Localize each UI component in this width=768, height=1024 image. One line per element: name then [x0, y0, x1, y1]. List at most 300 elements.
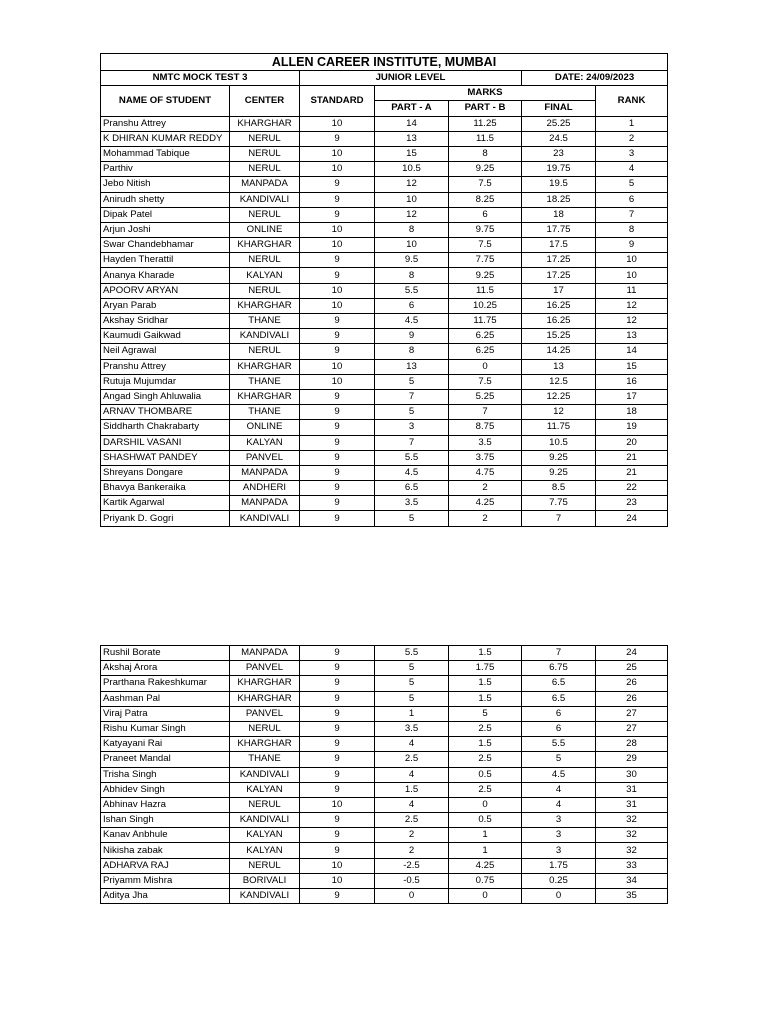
part-b-cell: 7.5	[449, 374, 522, 389]
standard-cell: 9	[300, 450, 375, 465]
final-cell: 25.25	[522, 116, 596, 131]
rank-cell: 35	[596, 889, 668, 904]
part-b-cell: 1.5	[449, 691, 522, 706]
rank-cell: 28	[596, 737, 668, 752]
part-a-cell: 4.5	[375, 314, 449, 329]
part-b-cell: 0.75	[449, 873, 522, 888]
final-cell: 5.5	[522, 737, 596, 752]
standard-cell: 10	[300, 146, 375, 161]
part-b-cell: 1.75	[449, 661, 522, 676]
table-row	[101, 782, 668, 797]
standard-cell: 9	[300, 329, 375, 344]
table-row	[101, 359, 668, 374]
final-cell: 17.25	[522, 268, 596, 283]
part-a-cell: 15	[375, 146, 449, 161]
center-cell: NERUL	[230, 283, 300, 298]
part-a-cell: 12	[375, 207, 449, 222]
standard-cell: 9	[300, 496, 375, 511]
part-b-cell: 2.5	[449, 752, 522, 767]
part-a-cell: 0	[375, 889, 449, 904]
final-cell: 6.75	[522, 661, 596, 676]
center-cell: KANDIVALI	[230, 511, 300, 526]
student-name-cell: Hayden Therattil	[101, 253, 230, 268]
table-row	[101, 676, 668, 691]
standard-cell: 9	[300, 389, 375, 404]
center-cell: PANVEL	[230, 450, 300, 465]
final-cell: 3	[522, 828, 596, 843]
part-a-cell: -0.5	[375, 873, 449, 888]
student-name-cell: DARSHIL VASANI	[101, 435, 230, 450]
part-b-cell: 1	[449, 828, 522, 843]
student-name-cell: Abhinav Hazra	[101, 797, 230, 812]
student-name-cell: Aashman Pal	[101, 691, 230, 706]
standard-cell: 9	[300, 782, 375, 797]
center-cell: NERUL	[230, 131, 300, 146]
col-header-center: CENTER	[230, 86, 300, 116]
table-row	[101, 116, 668, 131]
table-row	[101, 843, 668, 858]
part-a-cell: 10.5	[375, 162, 449, 177]
final-cell: 19.5	[522, 177, 596, 192]
center-cell: NERUL	[230, 162, 300, 177]
rank-cell: 10	[596, 253, 668, 268]
table-row	[101, 131, 668, 146]
table-row	[101, 828, 668, 843]
rank-cell: 31	[596, 797, 668, 812]
final-cell: 19.75	[522, 162, 596, 177]
table-row	[101, 253, 668, 268]
table-row	[101, 314, 668, 329]
student-name-cell: Dipak Patel	[101, 207, 230, 222]
center-cell: KANDIVALI	[230, 813, 300, 828]
student-name-cell: ARNAV THOMBARE	[101, 405, 230, 420]
standard-cell: 9	[300, 721, 375, 736]
table-row	[101, 737, 668, 752]
rank-cell: 25	[596, 661, 668, 676]
final-cell: 13	[522, 359, 596, 374]
part-b-cell: 2.5	[449, 721, 522, 736]
part-a-cell: 5.5	[375, 283, 449, 298]
part-b-cell: 1.5	[449, 737, 522, 752]
part-a-cell: 5	[375, 691, 449, 706]
table-row	[101, 268, 668, 283]
part-a-cell: 5	[375, 374, 449, 389]
part-b-cell: 9.75	[449, 222, 522, 237]
standard-cell: 10	[300, 873, 375, 888]
rank-cell: 32	[596, 828, 668, 843]
final-cell: 7	[522, 646, 596, 661]
final-cell: 24.5	[522, 131, 596, 146]
center-cell: MANPADA	[230, 177, 300, 192]
rank-cell: 10	[596, 268, 668, 283]
part-b-cell: 9.25	[449, 268, 522, 283]
rank-cell: 15	[596, 359, 668, 374]
center-cell: KANDIVALI	[230, 329, 300, 344]
part-a-cell: 8	[375, 344, 449, 359]
student-name-cell: Rutuja Mujumdar	[101, 374, 230, 389]
final-cell: 12.25	[522, 389, 596, 404]
part-b-cell: 6	[449, 207, 522, 222]
results-table-1	[100, 53, 668, 527]
standard-cell: 9	[300, 691, 375, 706]
part-b-cell: 8	[449, 146, 522, 161]
part-b-cell: 0	[449, 359, 522, 374]
part-b-cell: 11.5	[449, 283, 522, 298]
rank-cell: 23	[596, 496, 668, 511]
center-cell: PANVEL	[230, 661, 300, 676]
center-cell: KALYAN	[230, 828, 300, 843]
table-row	[101, 706, 668, 721]
table-row	[101, 207, 668, 222]
part-a-cell: 5.5	[375, 646, 449, 661]
rank-cell: 17	[596, 389, 668, 404]
table-row	[101, 889, 668, 904]
center-cell: KANDIVALI	[230, 889, 300, 904]
table-row	[101, 481, 668, 496]
col-header-standard: STANDARD	[300, 86, 375, 116]
final-cell: 3	[522, 813, 596, 828]
part-a-cell: 14	[375, 116, 449, 131]
final-cell: 16.25	[522, 298, 596, 313]
standard-cell: 10	[300, 283, 375, 298]
results-table-2	[100, 645, 668, 904]
part-a-cell: -2.5	[375, 858, 449, 873]
part-a-cell: 1	[375, 706, 449, 721]
part-a-cell: 4.5	[375, 465, 449, 480]
center-cell: MANPADA	[230, 465, 300, 480]
rank-cell: 3	[596, 146, 668, 161]
final-cell: 4	[522, 797, 596, 812]
final-cell: 4	[522, 782, 596, 797]
table-row	[101, 298, 668, 313]
rank-cell: 27	[596, 721, 668, 736]
center-cell: KHARGHAR	[230, 691, 300, 706]
student-name-cell: SHASHWAT PANDEY	[101, 450, 230, 465]
col-header-rank: RANK	[596, 86, 668, 116]
rank-cell: 32	[596, 813, 668, 828]
table-row	[101, 661, 668, 676]
student-name-cell: Katyayani Rai	[101, 737, 230, 752]
part-b-cell: 4.25	[449, 858, 522, 873]
rank-cell: 24	[596, 646, 668, 661]
part-a-cell: 9.5	[375, 253, 449, 268]
center-cell: NERUL	[230, 858, 300, 873]
rank-cell: 12	[596, 314, 668, 329]
part-b-cell: 7.75	[449, 253, 522, 268]
final-cell: 18	[522, 207, 596, 222]
table-row	[101, 162, 668, 177]
table-row	[101, 329, 668, 344]
rank-cell: 8	[596, 222, 668, 237]
part-b-cell: 8.75	[449, 420, 522, 435]
standard-cell: 9	[300, 405, 375, 420]
standard-cell: 10	[300, 162, 375, 177]
test-date: DATE: 24/09/2023	[522, 71, 668, 86]
standard-cell: 9	[300, 435, 375, 450]
standard-cell: 10	[300, 116, 375, 131]
student-name-cell: Swar Chandebhamar	[101, 238, 230, 253]
table-row	[101, 646, 668, 661]
student-name-cell: Jebo Nitish	[101, 177, 230, 192]
standard-cell: 9	[300, 465, 375, 480]
final-cell: 6.5	[522, 676, 596, 691]
table-row	[101, 283, 668, 298]
rank-cell: 14	[596, 344, 668, 359]
student-name-cell: Ananya Kharade	[101, 268, 230, 283]
student-name-cell: Arjun Joshi	[101, 222, 230, 237]
student-name-cell: ADHARVA RAJ	[101, 858, 230, 873]
center-cell: THANE	[230, 374, 300, 389]
student-name-cell: Neil Agrawal	[101, 344, 230, 359]
standard-cell: 9	[300, 843, 375, 858]
part-a-cell: 7	[375, 389, 449, 404]
part-b-cell: 9.25	[449, 162, 522, 177]
part-b-cell: 10.25	[449, 298, 522, 313]
part-a-cell: 2.5	[375, 752, 449, 767]
part-b-cell: 0.5	[449, 767, 522, 782]
standard-cell: 9	[300, 481, 375, 496]
part-a-cell: 4	[375, 737, 449, 752]
student-name-cell: Priyank D. Gogri	[101, 511, 230, 526]
col-header-marks: MARKS	[375, 86, 596, 101]
student-name-cell: Siddharth Chakrabarty	[101, 420, 230, 435]
center-cell: ONLINE	[230, 222, 300, 237]
part-b-cell: 0	[449, 797, 522, 812]
part-b-cell: 1	[449, 843, 522, 858]
final-cell: 18.25	[522, 192, 596, 207]
center-cell: KHARGHAR	[230, 389, 300, 404]
part-b-cell: 1.5	[449, 646, 522, 661]
standard-cell: 9	[300, 314, 375, 329]
final-cell: 17.25	[522, 253, 596, 268]
col-header-final: FINAL	[522, 101, 596, 116]
center-cell: KALYAN	[230, 782, 300, 797]
center-cell: KALYAN	[230, 268, 300, 283]
standard-cell: 9	[300, 828, 375, 843]
part-b-cell: 0.5	[449, 813, 522, 828]
part-b-cell: 3.5	[449, 435, 522, 450]
table-row	[101, 420, 668, 435]
part-b-cell: 7.5	[449, 177, 522, 192]
standard-cell: 9	[300, 420, 375, 435]
rank-cell: 26	[596, 691, 668, 706]
part-b-cell: 5.25	[449, 389, 522, 404]
part-a-cell: 9	[375, 329, 449, 344]
table-row	[101, 435, 668, 450]
standard-cell: 10	[300, 797, 375, 812]
center-cell: KANDIVALI	[230, 192, 300, 207]
part-a-cell: 6.5	[375, 481, 449, 496]
final-cell: 7.75	[522, 496, 596, 511]
rank-cell: 1	[596, 116, 668, 131]
table-row	[101, 767, 668, 782]
rank-cell: 19	[596, 420, 668, 435]
col-header-part-b: PART - B	[449, 101, 522, 116]
student-name-cell: Nikisha zabak	[101, 843, 230, 858]
final-cell: 15.25	[522, 329, 596, 344]
center-cell: THANE	[230, 405, 300, 420]
part-b-cell: 7.5	[449, 238, 522, 253]
student-name-cell: Ishan Singh	[101, 813, 230, 828]
standard-cell: 10	[300, 222, 375, 237]
standard-cell: 9	[300, 889, 375, 904]
center-cell: NERUL	[230, 797, 300, 812]
table-row	[101, 389, 668, 404]
part-a-cell: 2	[375, 828, 449, 843]
table-row	[101, 450, 668, 465]
part-a-cell: 8	[375, 222, 449, 237]
part-a-cell: 13	[375, 359, 449, 374]
standard-cell: 10	[300, 374, 375, 389]
standard-cell: 9	[300, 813, 375, 828]
center-cell: KHARGHAR	[230, 238, 300, 253]
student-name-cell: Priyamm Mishra	[101, 873, 230, 888]
table-row	[101, 496, 668, 511]
table-row	[101, 344, 668, 359]
final-cell: 7	[522, 511, 596, 526]
part-a-cell: 5	[375, 661, 449, 676]
rank-cell: 9	[596, 238, 668, 253]
test-name: NMTC MOCK TEST 3	[101, 71, 300, 86]
part-b-cell: 6.25	[449, 344, 522, 359]
student-name-cell: Abhidev Singh	[101, 782, 230, 797]
rank-cell: 11	[596, 283, 668, 298]
standard-cell: 9	[300, 752, 375, 767]
center-cell: KHARGHAR	[230, 676, 300, 691]
part-a-cell: 5	[375, 676, 449, 691]
final-cell: 12.5	[522, 374, 596, 389]
student-name-cell: Aditya Jha	[101, 889, 230, 904]
center-cell: KHARGHAR	[230, 737, 300, 752]
student-name-cell: Rishu Kumar Singh	[101, 721, 230, 736]
center-cell: KANDIVALI	[230, 767, 300, 782]
student-name-cell: Pranshu Attrey	[101, 359, 230, 374]
part-a-cell: 3.5	[375, 496, 449, 511]
part-b-cell: 2	[449, 481, 522, 496]
table-row	[101, 222, 668, 237]
student-name-cell: Aryan Parab	[101, 298, 230, 313]
rank-cell: 29	[596, 752, 668, 767]
part-b-cell: 2.5	[449, 782, 522, 797]
student-name-cell: Shreyans Dongare	[101, 465, 230, 480]
part-a-cell: 7	[375, 435, 449, 450]
center-cell: THANE	[230, 752, 300, 767]
final-cell: 11.75	[522, 420, 596, 435]
table-row	[101, 374, 668, 389]
center-cell: ONLINE	[230, 420, 300, 435]
standard-cell: 10	[300, 858, 375, 873]
standard-cell: 9	[300, 192, 375, 207]
final-cell: 16.25	[522, 314, 596, 329]
rank-cell: 22	[596, 481, 668, 496]
rank-cell: 30	[596, 767, 668, 782]
final-cell: 17	[522, 283, 596, 298]
standard-cell: 9	[300, 661, 375, 676]
final-cell: 10.5	[522, 435, 596, 450]
standard-cell: 9	[300, 207, 375, 222]
student-name-cell: Viraj Patra	[101, 706, 230, 721]
center-cell: PANVEL	[230, 706, 300, 721]
part-b-cell: 11.75	[449, 314, 522, 329]
student-name-cell: Parthiv	[101, 162, 230, 177]
standard-cell: 9	[300, 344, 375, 359]
final-cell: 0.25	[522, 873, 596, 888]
standard-cell: 10	[300, 238, 375, 253]
final-cell: 4.5	[522, 767, 596, 782]
rank-cell: 24	[596, 511, 668, 526]
final-cell: 6.5	[522, 691, 596, 706]
part-a-cell: 5	[375, 511, 449, 526]
final-cell: 9.25	[522, 450, 596, 465]
center-cell: MANPADA	[230, 496, 300, 511]
rank-cell: 33	[596, 858, 668, 873]
student-name-cell: Anirudh shetty	[101, 192, 230, 207]
part-a-cell: 13	[375, 131, 449, 146]
standard-cell: 9	[300, 268, 375, 283]
center-cell: NERUL	[230, 207, 300, 222]
final-cell: 9.25	[522, 465, 596, 480]
part-a-cell: 3.5	[375, 721, 449, 736]
standard-cell: 9	[300, 706, 375, 721]
part-a-cell: 5	[375, 405, 449, 420]
student-name-cell: K DHIRAN KUMAR REDDY	[101, 131, 230, 146]
student-name-cell: Pranshu Attrey	[101, 116, 230, 131]
rank-cell: 34	[596, 873, 668, 888]
part-b-cell: 7	[449, 405, 522, 420]
center-cell: MANPADA	[230, 646, 300, 661]
part-a-cell: 6	[375, 298, 449, 313]
final-cell: 6	[522, 721, 596, 736]
final-cell: 14.25	[522, 344, 596, 359]
final-cell: 23	[522, 146, 596, 161]
final-cell: 0	[522, 889, 596, 904]
center-cell: THANE	[230, 314, 300, 329]
rank-cell: 12	[596, 298, 668, 313]
part-a-cell: 4	[375, 767, 449, 782]
table-row	[101, 752, 668, 767]
center-cell: KALYAN	[230, 843, 300, 858]
table-row	[101, 858, 668, 873]
final-cell: 12	[522, 405, 596, 420]
rank-cell: 32	[596, 843, 668, 858]
institute-title: ALLEN CAREER INSTITUTE, MUMBAI	[101, 54, 668, 71]
standard-cell: 9	[300, 511, 375, 526]
rank-cell: 2	[596, 131, 668, 146]
test-level: JUNIOR LEVEL	[300, 71, 522, 86]
part-a-cell: 2.5	[375, 813, 449, 828]
student-name-cell: Prarthana Rakeshkumar	[101, 676, 230, 691]
part-b-cell: 0	[449, 889, 522, 904]
table-row	[101, 797, 668, 812]
part-b-cell: 11.5	[449, 131, 522, 146]
rank-cell: 4	[596, 162, 668, 177]
rank-cell: 7	[596, 207, 668, 222]
part-b-cell: 2	[449, 511, 522, 526]
part-b-cell: 8.25	[449, 192, 522, 207]
table-row	[101, 405, 668, 420]
final-cell: 5	[522, 752, 596, 767]
table-row	[101, 691, 668, 706]
standard-cell: 10	[300, 298, 375, 313]
part-b-cell: 4.75	[449, 465, 522, 480]
center-cell: NERUL	[230, 721, 300, 736]
student-name-cell: APOORV ARYAN	[101, 283, 230, 298]
rank-cell: 20	[596, 435, 668, 450]
final-cell: 17.75	[522, 222, 596, 237]
rank-cell: 27	[596, 706, 668, 721]
part-a-cell: 12	[375, 177, 449, 192]
final-cell: 8.5	[522, 481, 596, 496]
